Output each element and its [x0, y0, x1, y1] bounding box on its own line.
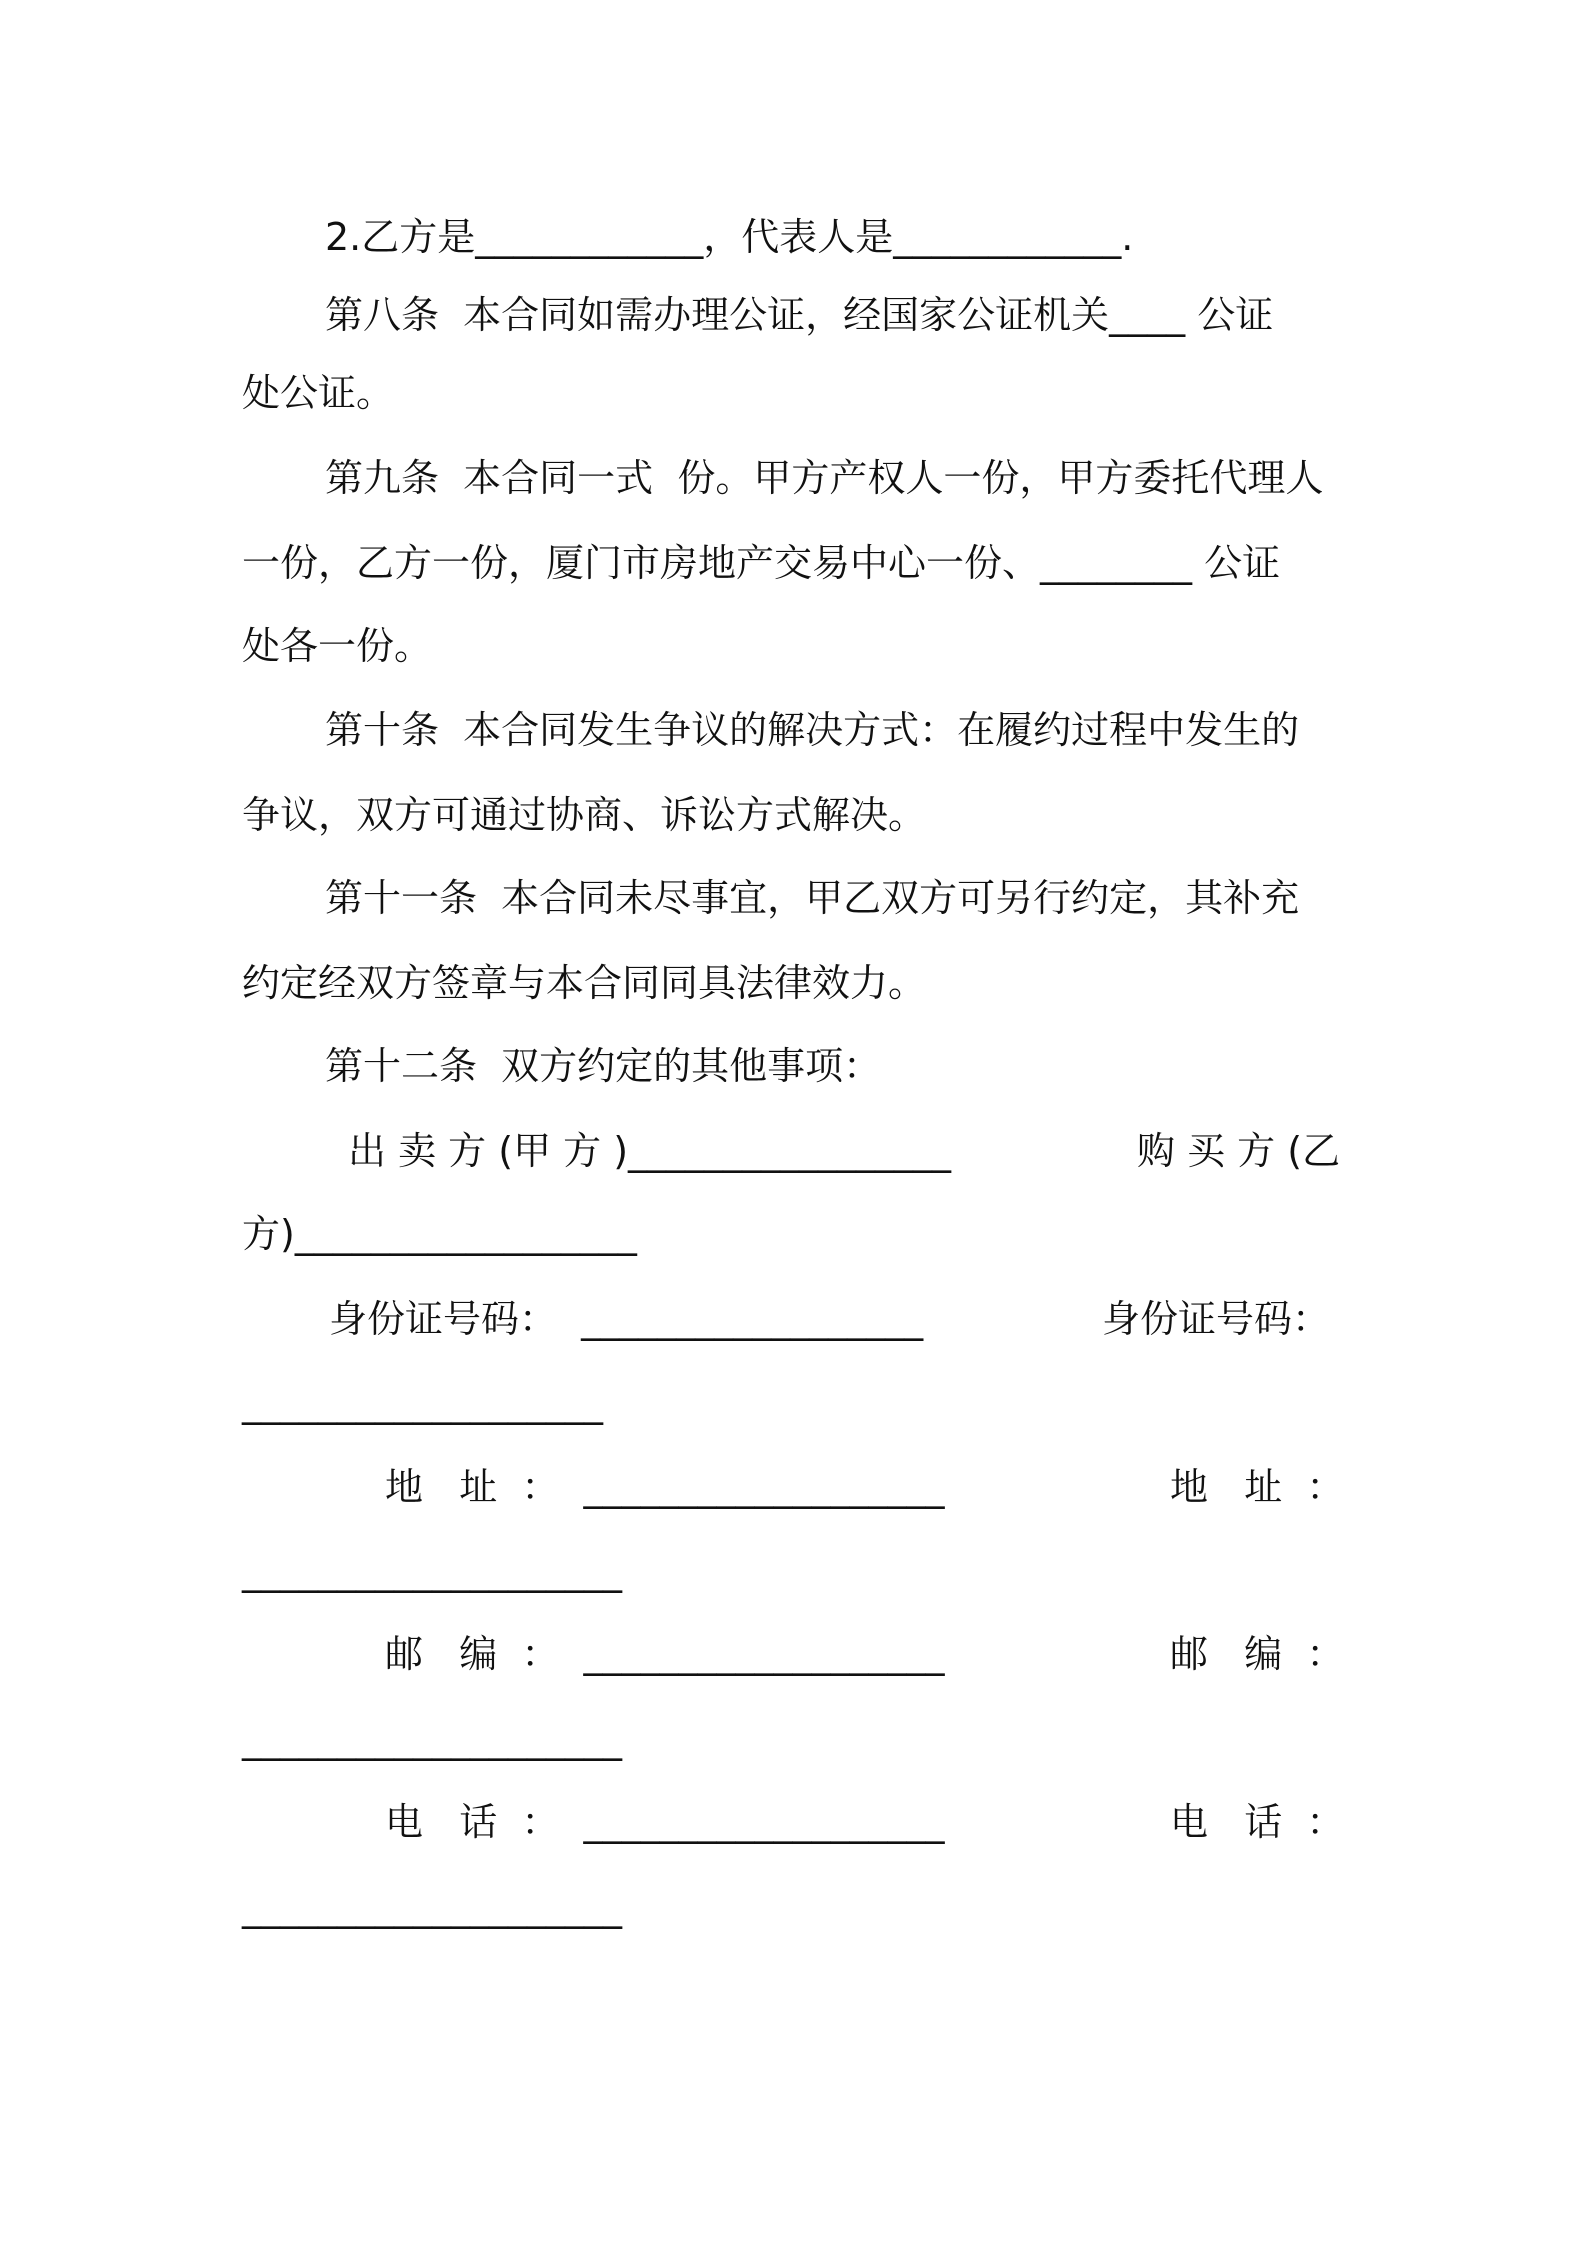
article-7-item-2: 2.乙方是____________，代表人是____________. [325, 215, 1134, 259]
article-11-line-2: 约定经双方签章与本合同同具法律效力。 [242, 961, 927, 1005]
buyer-signature-line: 购 买 方 (乙 [1137, 1129, 1341, 1173]
article-9-line-3: 处各一份。 [242, 624, 433, 668]
buyer-address-blank: ____________________ [242, 1549, 622, 1593]
article-10-line-2: 争议，双方可通过协商、诉讼方式解决。 [242, 793, 927, 837]
article-10-line-1: 第十条 本合同发生争议的解决方式：在履约过程中发生的 [325, 708, 1300, 752]
article-9-line-2: 一份，乙方一份，厦门市房地产交易中心一份、________ 公证 [242, 541, 1281, 585]
buyer-phone-blank: ____________________ [242, 1885, 622, 1929]
buyer-id-label: 身份证号码： [1102, 1297, 1331, 1341]
article-9-line-1: 第九条 本合同一式 份。甲方产权人一份，甲方委托代理人 [325, 456, 1324, 500]
buyer-phone-label: 电 话 ： [1170, 1800, 1345, 1844]
buyer-id-blank: ___________________ [242, 1381, 603, 1425]
article-12-line-1: 第十二条 双方约定的其他事项： [325, 1044, 882, 1088]
buyer-signature-line-cont: 方)__________________ [242, 1212, 637, 1256]
seller-phone-field: 电 话 ： ___________________ [385, 1800, 945, 1844]
seller-id-field: 身份证号码： __________________ [329, 1297, 924, 1341]
article-8-line-2: 处公证。 [242, 371, 395, 415]
buyer-address-label: 地 址 ： [1170, 1465, 1345, 1509]
buyer-postcode-blank: ____________________ [242, 1717, 622, 1761]
seller-signature-line: 出 卖 方 (甲 方 )_________________ [348, 1129, 952, 1173]
seller-postcode-field: 邮 编 ： ___________________ [385, 1632, 945, 1676]
buyer-postcode-label: 邮 编 ： [1170, 1632, 1345, 1676]
article-8-line-1: 第八条 本合同如需办理公证，经国家公证机关____ 公证 [325, 293, 1274, 337]
article-11-line-1: 第十一条 本合同未尽事宜，甲乙双方可另行约定，其补充 [325, 876, 1300, 920]
seller-address-field: 地 址 ： ___________________ [385, 1465, 945, 1509]
